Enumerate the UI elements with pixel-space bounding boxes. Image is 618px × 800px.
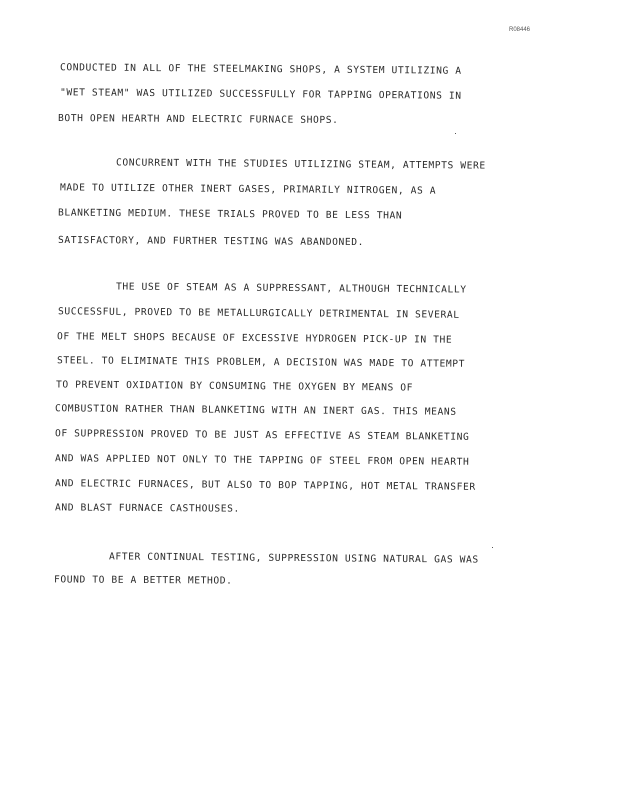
paragraph-line: SATISFACTORY, AND FURTHER TESTING WAS ABANDONED.: [57, 234, 365, 249]
paragraph-line: COMBUSTION RATHER THAN BLANKETING WITH AN INERT GAS. THIS MEANS: [54, 403, 457, 418]
document-id: R08446: [509, 27, 531, 33]
paragraph-line: BLANKETING MEDIUM. THESE TRIALS PROVED TO BE LESS THAN: [57, 207, 403, 222]
paragraph-line: AND WAS APPLIED NOT ONLY TO THE TAPPING OF STEEL FROM OPEN HEARTH: [54, 453, 470, 468]
paragraph-line: CONCURRENT WITH THE STUDIES UTILIZING STEAM, ATTEMPTS WERE: [115, 157, 486, 172]
paragraph-line: FOUND TO BE A BETTER METHOD.: [53, 574, 233, 587]
paragraph-line: AFTER CONTINUAL TESTING, SUPPRESSION USING NATURAL GAS WAS: [108, 551, 479, 566]
paragraph-line: "WET STEAM" WAS UTILIZED SUCCESSFULLY FOR TAPPING OPERATIONS IN: [59, 87, 462, 102]
paragraph-line: TO PREVENT OXIDATION BY CONSUMING THE OXYGEN BY MEANS OF: [55, 379, 414, 394]
paragraph-line: CONDUCTED IN ALL OF THE STEELMAKING SHOPS, A SYSTEM UTILIZING A: [59, 62, 462, 77]
paragraph-line: BOTH OPEN HEARTH AND ELECTRIC FURNACE SHOPS.: [57, 113, 339, 126]
paragraph-line: STEEL. TO ELIMINATE THIS PROBLEM, A DECISION WAS MADE TO ATTEMPT: [56, 355, 466, 370]
paragraph-line: OF SUPPRESSION PROVED TO BE JUST AS EFFECTIVE AS STEAM BLANKETING: [54, 428, 470, 443]
paragraph-line: THE USE OF STEAM AS A SUPPRESSANT, ALTHOUGH TECHNICALLY: [115, 281, 467, 296]
paragraph-line: AND BLAST FURNACE CASTHOUSES.: [54, 502, 240, 515]
paragraph-line: MADE TO UTILIZE OTHER INERT GASES, PRIMARILY NITROGEN, AS A: [59, 182, 437, 197]
paragraph-line: OF THE MELT SHOPS BECAUSE OF EXCESSIVE HYDROGEN PICK-UP IN THE: [56, 331, 453, 346]
paragraph-line: AND ELECTRIC FURNACES, BUT ALSO TO BOP TAPPING, HOT METAL TRANSFER: [54, 478, 476, 493]
scan-speck: [492, 547, 493, 548]
paragraph-line: SUCCESSFUL, PROVED TO BE METALLURGICALLY DETRIMENTAL IN SEVERAL: [57, 306, 460, 321]
scan-speck: [455, 133, 456, 134]
